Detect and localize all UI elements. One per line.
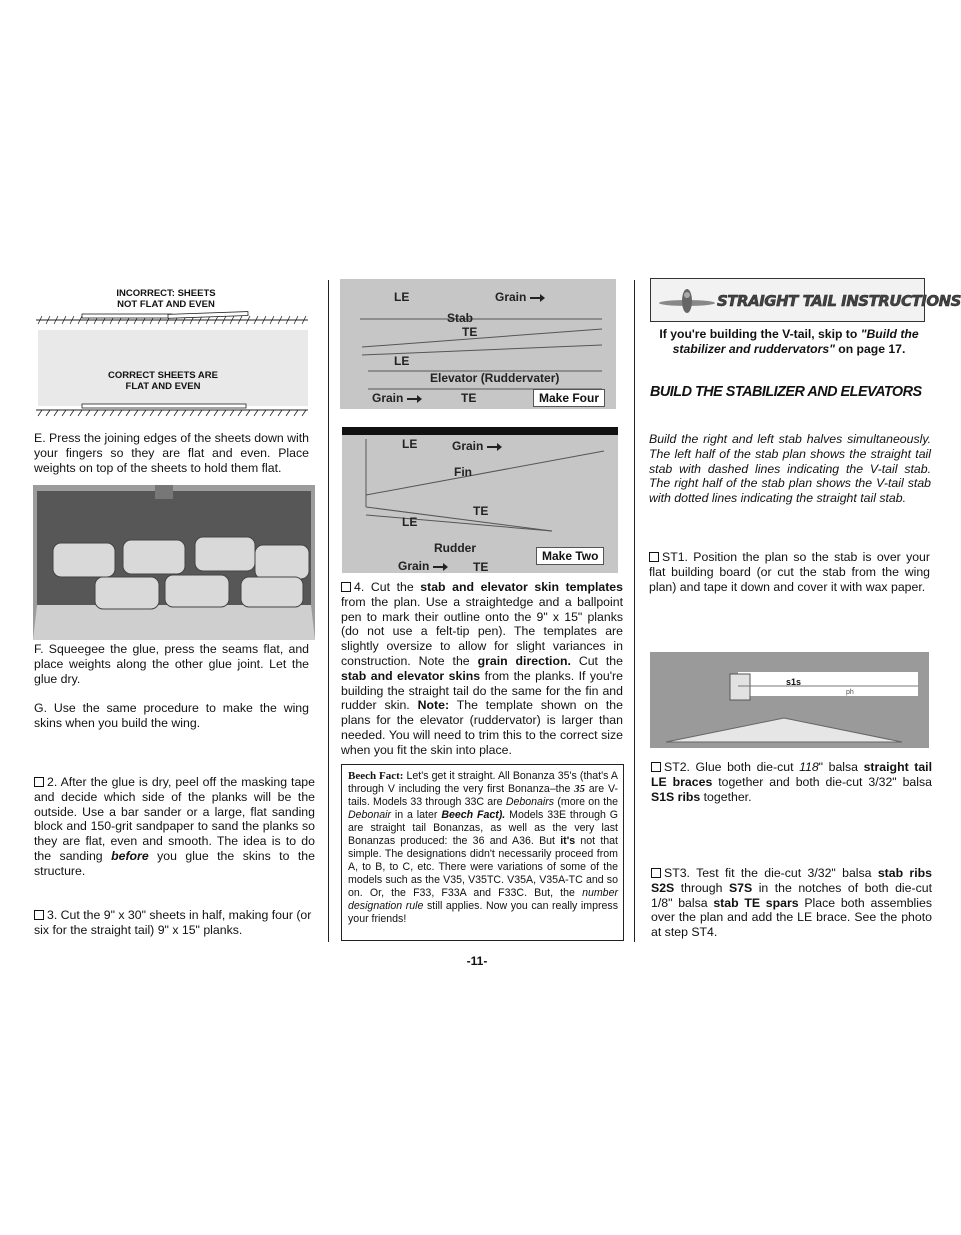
photo2-grain-bottom: Grain	[398, 559, 445, 573]
step-st2-text: ST2. Glue both die-cut 118" balsa straight tail LE braces together and both die-cut 3/32" balsa S1S ribs together.	[651, 760, 933, 804]
grain-arrow-icon	[530, 297, 542, 299]
weights-photo	[33, 485, 315, 640]
page-number: -11-	[466, 954, 488, 968]
stab-brace-label-2: ph	[846, 689, 854, 696]
step-e-text: E. Press the joining edges of the sheets down with your fingers so they are flat and even. Place weights on top of the sheets to hold them flat.	[34, 431, 309, 475]
step-f-text: F. Squeegee the glue, press the seams flat, and place weights along the other glue joint. Let the glue dry.	[34, 642, 309, 686]
straight-tail-banner	[650, 278, 961, 322]
photo2-le: LE	[402, 437, 418, 451]
correct-panel	[38, 330, 308, 406]
photo2-grain: Grain	[452, 439, 499, 453]
step-st1-checkbox[interactable]	[649, 552, 659, 562]
step-4-checkbox[interactable]	[341, 582, 351, 592]
photo2-make-two: Make Two	[536, 547, 604, 565]
photo2-fin: Fin	[454, 465, 472, 479]
column-divider-left	[328, 280, 329, 942]
stab-brace-photo	[650, 652, 929, 748]
skip-note: If you're building the V-tail, skip to "Build the stabilizer and ruddervators" on page 17.	[659, 327, 919, 356]
photo2-rudder: Rudder	[434, 541, 476, 555]
photo1-le: LE	[394, 290, 410, 304]
section-heading: BUILD THE STABILIZER AND ELEVATORS	[650, 384, 922, 400]
beech-fact-box: Beech Fact: Let's get it straight. All Bonanza 35's (that's A through V including the very first Bonanza–the 35 are V-tails. Models 33 through 33C are Debonairs (more on the Debonair in a later Beech Fact). Models 33E through G are straight tail Bonanzas, as well as the very last Bonanzas produced: the 36 and A36. But it's not that simple. The designations didn't necessarily proceed from A, to B, to C, etc. There were variations of some of the models such as the V35, V35TC. V35A, V35A-TC and so on. Or, the F33, F33A and F33C. But, the number designation rule still applies. Now you can really impress your friends!	[341, 764, 624, 941]
incorrect-sheets-drawing	[36, 312, 308, 326]
correct-sheets-drawing	[36, 402, 308, 418]
banner-title: STRAIGHT TAIL INSTRUCTIONS	[717, 292, 961, 310]
stab-template-photo	[340, 279, 616, 409]
intro-text: Build the right and left stab halves simultaneously. The left half of the stab plan shows the straight tail stab with dashed lines indicating the V-tail stab. The right half of the stab plan shows the V-tail stab with dotted lines indicating the straight tail stab.	[649, 432, 931, 506]
step-2-text: 2. After the glue is dry, peel off the masking tape and decide which side of the planks will be the outside. Use a bar sander or a large, flat sanding block and 150-grit sandpaper to sand the planks so they are flat, even and smooth. The idea is to do the sanding before you glue the skins to the structure.	[34, 775, 315, 878]
photo2-le2: LE	[402, 515, 418, 529]
step-2-checkbox[interactable]	[34, 777, 44, 787]
photo1-make-four: Make Four	[533, 389, 605, 407]
step-st3-text: ST3. Test fit the die-cut 3/32" balsa stab ribs S2S through S7S in the notches of both die-cut 1/8" balsa stab TE spars Place both assemblies over the plan and add the LE brace. See the photo at step ST4.	[651, 866, 932, 940]
stab-brace-illustration	[650, 652, 929, 748]
beech-fact-title: Beech Fact:	[348, 770, 404, 782]
correct-label: CORRECT SHEETS ARE FLAT AND EVEN	[108, 370, 218, 392]
column-divider-right	[634, 280, 635, 942]
stab-brace-label: s1s	[786, 677, 802, 687]
photo1-grain: Grain	[495, 290, 542, 304]
step-4-text: 4. Cut the stab and elevator skin templates from the plan. Use a straightedge and a ballpoint pen to mark their outline onto the 9" x 15" planks (do not use a felt-tip pen). The templates are slightly oversize to allow for slight variances in construction. Note the grain direction. Cut the stab and elevator skins from the planks. If you're building the straight tail do the same for the fin and rudder skin. Note: The template shown on the plans for the elevator (ruddervator) is larger than needed. You will need to trim this to the correct size when you fit the skin into place.	[341, 580, 623, 757]
incorrect-label: INCORRECT: SHEETS NOT FLAT AND EVEN	[116, 288, 216, 310]
step-g-text: G. Use the same procedure to make the wing skins when you build the wing.	[34, 701, 309, 730]
fin-template-photo	[342, 427, 618, 573]
step-st2-checkbox[interactable]	[651, 762, 661, 772]
photo1-te-bottom: TE	[461, 391, 477, 405]
step-3-checkbox[interactable]	[34, 910, 44, 920]
step-st1-text: ST1. Position the plan so the stab is over your flat building board (or cut the stab from the wing plan) and tape it down and cover it with wax paper.	[649, 550, 930, 594]
step-3-text: 3. Cut the 9" x 30" sheets in half, making four (or six for the straight tail) 9" x 15" planks.	[34, 908, 312, 937]
photo2-te: TE	[473, 504, 489, 518]
photo1-stab: Stab	[447, 311, 474, 325]
photo2-te-bottom: TE	[473, 560, 489, 574]
sheet-diagram	[36, 288, 308, 422]
grain-arrow-icon	[433, 566, 445, 568]
weights-illustration	[33, 485, 315, 640]
step-st3-checkbox[interactable]	[651, 868, 661, 878]
grain-arrow-icon	[487, 446, 499, 448]
photo1-te-top: TE	[462, 325, 478, 339]
photo1-grain-bottom: Grain	[372, 391, 419, 405]
airplane-icon	[657, 283, 717, 319]
photo1-elevator: Elevator (Ruddervater)	[430, 371, 560, 385]
grain-arrow-icon	[407, 398, 419, 400]
photo1-le2: LE	[394, 354, 410, 368]
